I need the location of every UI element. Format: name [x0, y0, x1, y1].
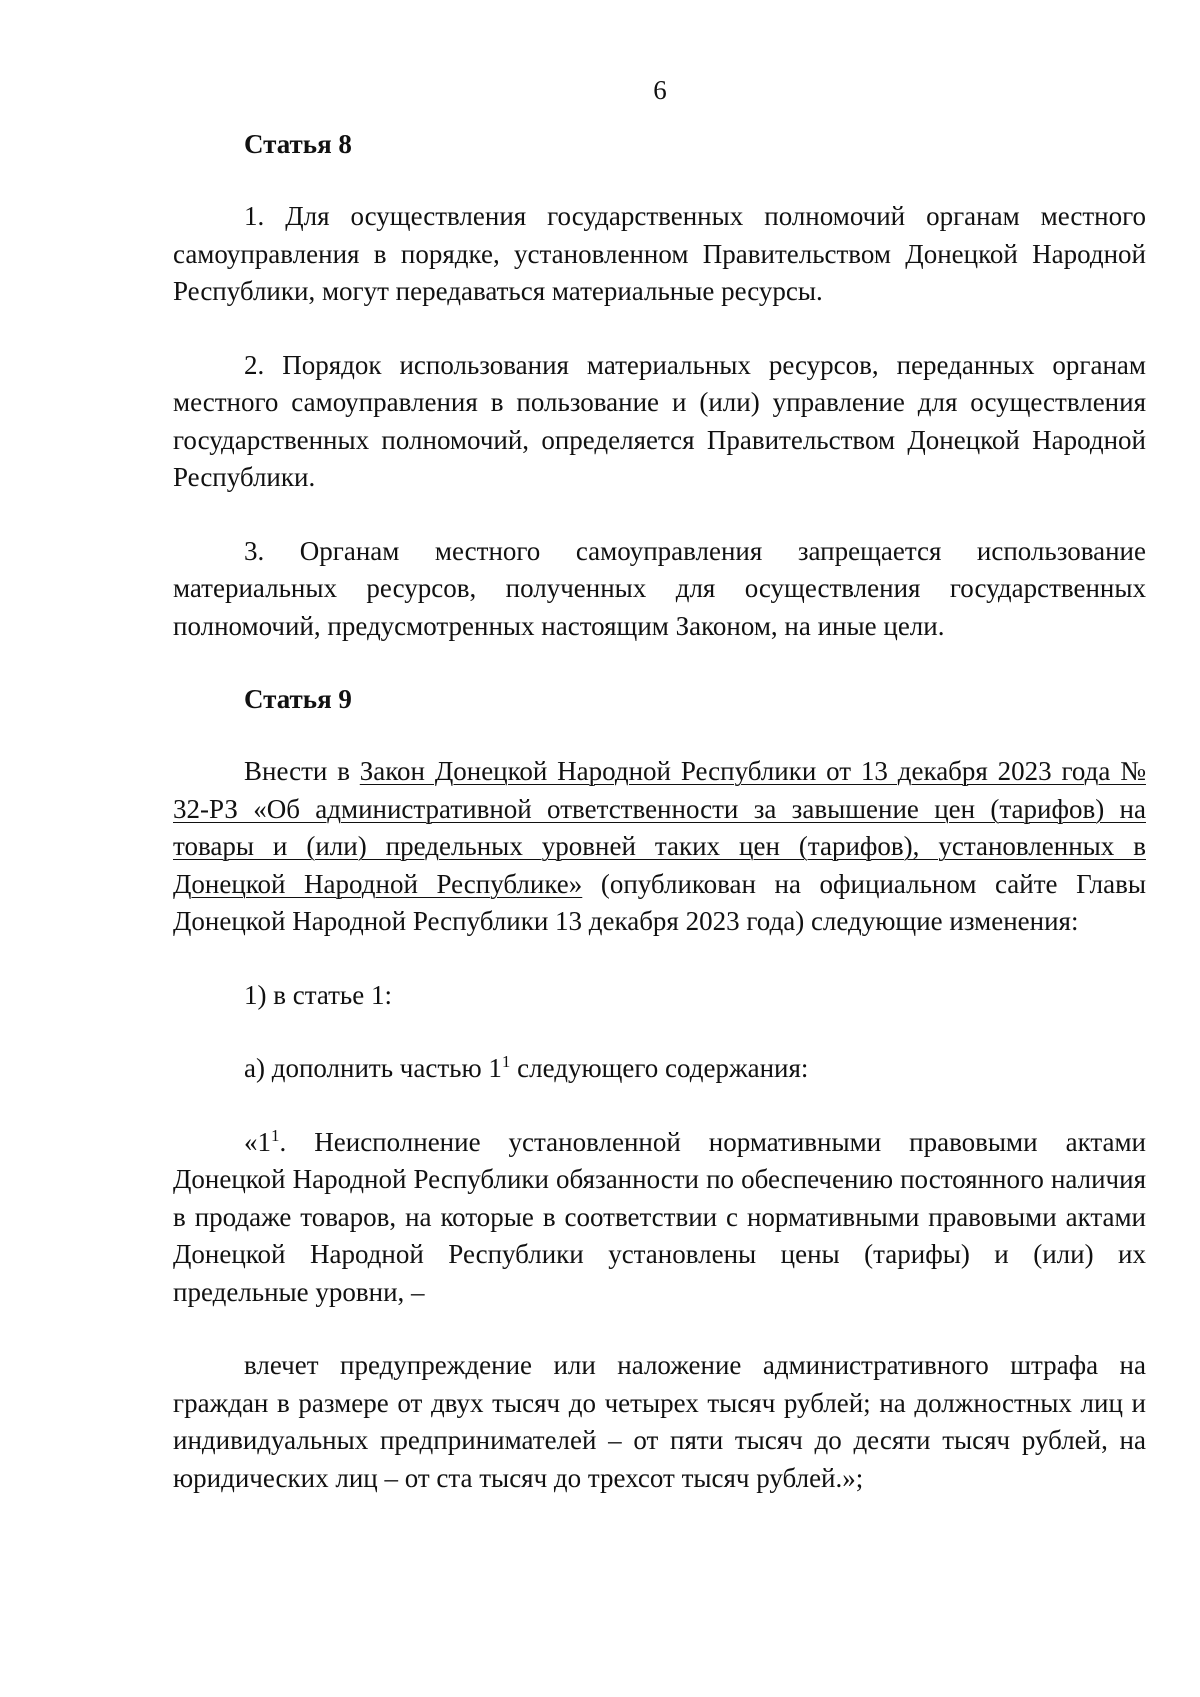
amendment-item-1: 1) в статье 1: [244, 979, 392, 1010]
intro-prefix: Внести в [244, 756, 360, 786]
quote-prefix: «1 [244, 1126, 271, 1157]
article-8-paragraph-1: 1. Для осуществления государственных полномочий органам местного самоуправления в порядке, установленном Правительством Донецкой Народной Республики, могут передаваться материальные ресурсы. [173, 201, 1146, 306]
article-8-paragraph-3: 3. Органам местного самоуправления запрещается использование материальных ресурсов, полученных для осуществления государственных полномочий, предусмотренных настоящим Законом, на иные цели. [173, 535, 1146, 641]
amendment-item-a [173, 1050, 1146, 1088]
article-8-paragraph-2: 2. Порядок использования материальных ресурсов, переданных органам местного самоуправления в пользование и (или) управление для осуществления государственных полномочий, определяется Правительством Донецкой Народной Республики. [173, 349, 1146, 492]
article-8-heading: Статья 8 [244, 129, 352, 159]
penalty-paragraph: влечет предупреждение или наложение административного штрафа на граждан в размере от двух тысяч до четырех тысяч рублей; на должностных лиц и индивидуальных предпринимателей – от пяти тысяч до десяти тысяч рублей, на юридических лиц – от ста тысяч до трехсот тысяч рублей.»; [173, 1350, 1146, 1493]
article-9-heading: Статья 9 [244, 684, 352, 714]
quote-superscript: 1 [271, 1125, 280, 1145]
amended-law-link[interactable]: Закон Донецкой Народной Республики от 13 декабря 2023 года № 32-РЗ «Об административной ответственности за завышение цен (тарифов) на товары и (или) предельных уровней таких цен (тарифов), установленных в Донецкой Народной Республике» [173, 756, 1146, 899]
quote-text: . Неисполнение установленной нормативными правовыми актами Донецкой Народной Республики обязанности по обеспечению постоянного наличия в продаже товаров, на которые в соответствии с нормативными правовыми актами Донецкой Народной Республики установлены цены (тарифы) и (или) их предельные уровни, – [173, 1126, 1146, 1307]
item-a-superscript: 1 [501, 1052, 511, 1071]
intro-suffix: (опубликован на официальном сайте Главы Донецкой Народной Республики 13 декабря 2023 года) следующие изменения: [173, 868, 1146, 936]
document-body [173, 126, 1146, 1533]
page-number: 6 [653, 75, 667, 105]
item-a-suffix: следующего содержания: [510, 1053, 809, 1083]
quoted-part-1-1 [173, 1124, 1146, 1312]
item-a-prefix: а) дополнить частью 1 [244, 1053, 502, 1083]
article-9-intro [173, 753, 1146, 941]
